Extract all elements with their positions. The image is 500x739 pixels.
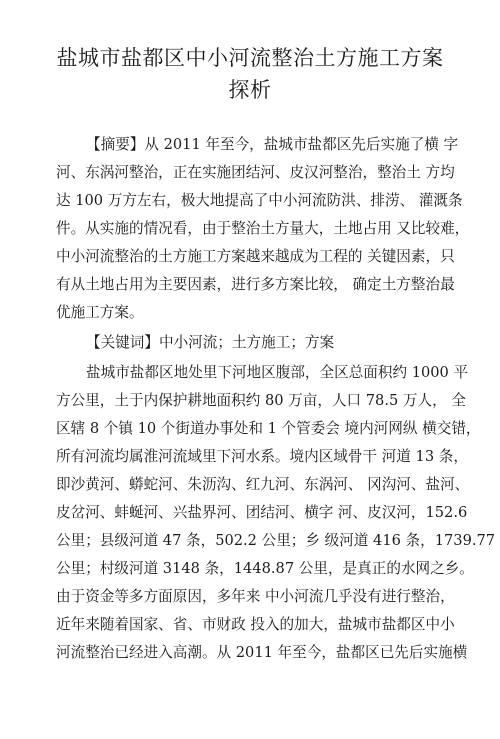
body-line: 盐城市盐都区地处里下河地区腹部，全区总面积约 1000 平 (86, 364, 469, 381)
body-line: 近年来随着国家、省、市财政 投入的加大，盐城市盐都区中小 (56, 616, 455, 633)
body-line: 所有河流均属淮河流域里下河水系。境内区域骨干 河道 13 条， (56, 448, 468, 465)
body-line: 河流整治已经进入高潮。从 2011 年至今，盐都区已先后实施横 (56, 644, 468, 661)
keywords-line: 【关键词】中小河流；土方施工；方案 (86, 334, 335, 351)
body-line: 皮岔河、蚌蜒河、兴盐界河、团结河、横字 河、皮汉河，152.6 (56, 504, 468, 521)
body-line: 公里；县级河道 47 条，502.2 公里；乡 级河道 416 条，1739.77 (56, 532, 496, 549)
document-title-line-2: 探析 (228, 78, 272, 102)
abstract-line: 件。从实施的情况看，由于整治土方量大，土地占用 又比较难， (56, 220, 470, 237)
abstract-line: 优施工方案。 (56, 304, 144, 321)
body-line: 区辖 8 个镇 10 个街道办事处和 1 个管委会 境内河网纵 横交错， (56, 420, 481, 437)
abstract-line: 达 100 万方左右，极大地提高了中小河流防洪、排涝、 灌溉条 (56, 192, 463, 209)
abstract-line: 有从土地占用为主要因素，进行多方案比较， 确定土方整治最 (56, 276, 455, 293)
abstract-line: 中小河流整治的土方施工方案越来越成为工程的 关键因素，只 (56, 248, 455, 265)
body-line: 即沙黄河、蟒蛇河、朱沥沟、红九河、东涡河、 冈沟河、盐河、 (56, 476, 470, 493)
body-line: 由于资金等多方面原因，多年来 中小河流几乎没有进行整治， (56, 588, 455, 605)
abstract-line: 河、东涡河整治，正在实施团结河、皮汉河整治，整治土 方均 (56, 164, 455, 181)
abstract-line: 【摘要】从 2011 年至今，盐城市盐都区先后实施了横 字 (86, 136, 459, 153)
document-title-line-1: 盐城市盐都区中小河流整治土方施工方案 (56, 46, 444, 70)
body-line: 方公里，土于内保护耕地面积约 80 万亩，人口 78.5 万人， 全 (56, 392, 466, 409)
body-line: 公里；村级河道 3148 条，1448.87 公里，是真正的水网之乡。 (56, 560, 474, 577)
